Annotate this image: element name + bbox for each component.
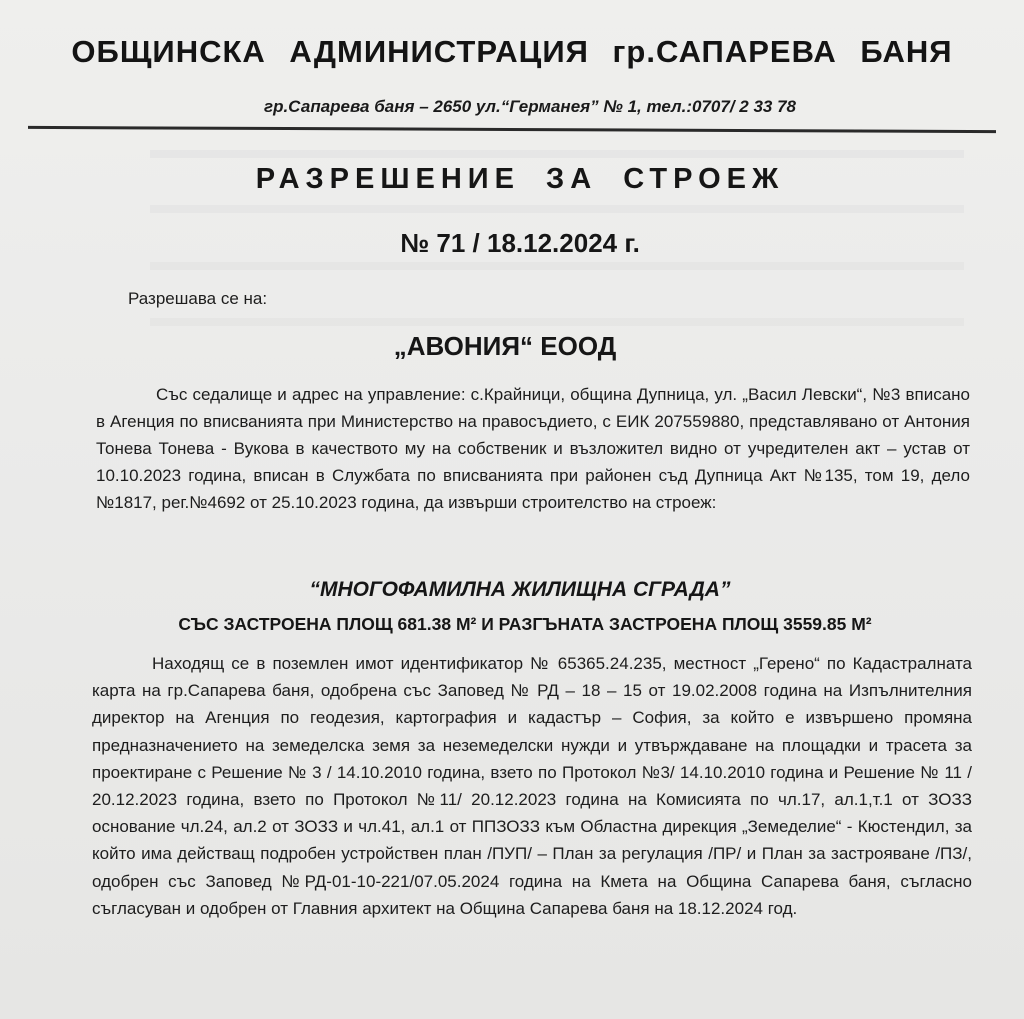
bleed-through <box>150 205 964 213</box>
document-title: РАЗРЕШЕНИЕ ЗА СТРОЕЖ <box>255 163 785 195</box>
bleed-through <box>150 318 964 326</box>
company-name: „АВОНИЯ“ ЕООД <box>393 331 617 361</box>
property-paragraph <box>92 650 972 922</box>
bleed-through <box>150 262 964 270</box>
applicant-paragraph-text: Със седалище и адрес на управление: с.Крайници, община Дупница, ул. „Васил Левски“, №3 вписано в Агенция по вписванията при Министерство на правосъдието, с ЕИК 207559880, представлявано от Антония Тонева Тонева - Вукова в качеството му на собственик и възложител видно от учредителен акт – устав от 10.10.2023 година, вписан в Службата по вписванията при районен съд Дупница Акт №135, том 19, дело №1817, рег.№4692 от 25.10.2023 година, да извърши строителство на строеж: <box>96 385 970 512</box>
bleed-through <box>150 150 964 158</box>
building-name: “МНОГОФАМИЛНА ЖИЛИЩНА СГРАДА” <box>309 578 731 601</box>
document-number: № 71 / 18.12.2024 г. <box>400 228 640 258</box>
grant-label: Разрешава се на: <box>128 289 268 308</box>
applicant-paragraph <box>96 381 970 516</box>
building-area: СЪС ЗАСТРОЕНА ПЛОЩ 681.38 М² И РАЗГЪНАТА ЗАСТРОЕНА ПЛОЩ 3559.85 М² <box>178 614 872 634</box>
property-paragraph-text: Находящ се в поземлен имот идентификатор № 65365.24.235, местност „Герено“ по Кадастралната карта на гр.Сапарева баня, одобрена със Заповед № РД – 18 – 15 от 19.02.2008 година на Изпълнителния директор на Агенция по геодезия, картография и кадастър – София, за който е извършено промяна предназначението на земеделска земя за неземеделски нужди и утвърждаване на площадки и трасета за проектиране с Решение № 3 / 14.10.2010 година, взето по Протокол №3/ 14.10.2010 година и Решение № 11 / 20.12.2023 година, взето по Протокол №11/ 20.12.2023 година на Комисията по чл.17, ал.1,т.1 от ЗОЗЗ основание чл.24, ал.2 от ЗОЗЗ и чл.41, ал.1 от ППЗОЗЗ към Областна дирекция „Земеделие“ - Кюстендил, за който има действащ подробен устройствен план /ПУП/ – План за регулация /ПР/ и План за застрояване /ПЗ/, одобрен със Заповед №РД-01-10-221/07.05.2024 година на Кмета на Община Сапарева баня, съгласно съгласуван и одобрен от Главния архитект на Община Сапарева баня на 18.12.2024 год. <box>92 654 972 918</box>
municipality-address: гр.Сапарева баня – 2650 ул.“Германея” № 1, тел.:0707/ 2 33 78 <box>264 97 796 116</box>
municipality-title: ОБЩИНСКА АДМИНИСТРАЦИЯ гр.САПАРЕВА БАНЯ <box>71 34 953 69</box>
header-divider <box>28 126 996 133</box>
